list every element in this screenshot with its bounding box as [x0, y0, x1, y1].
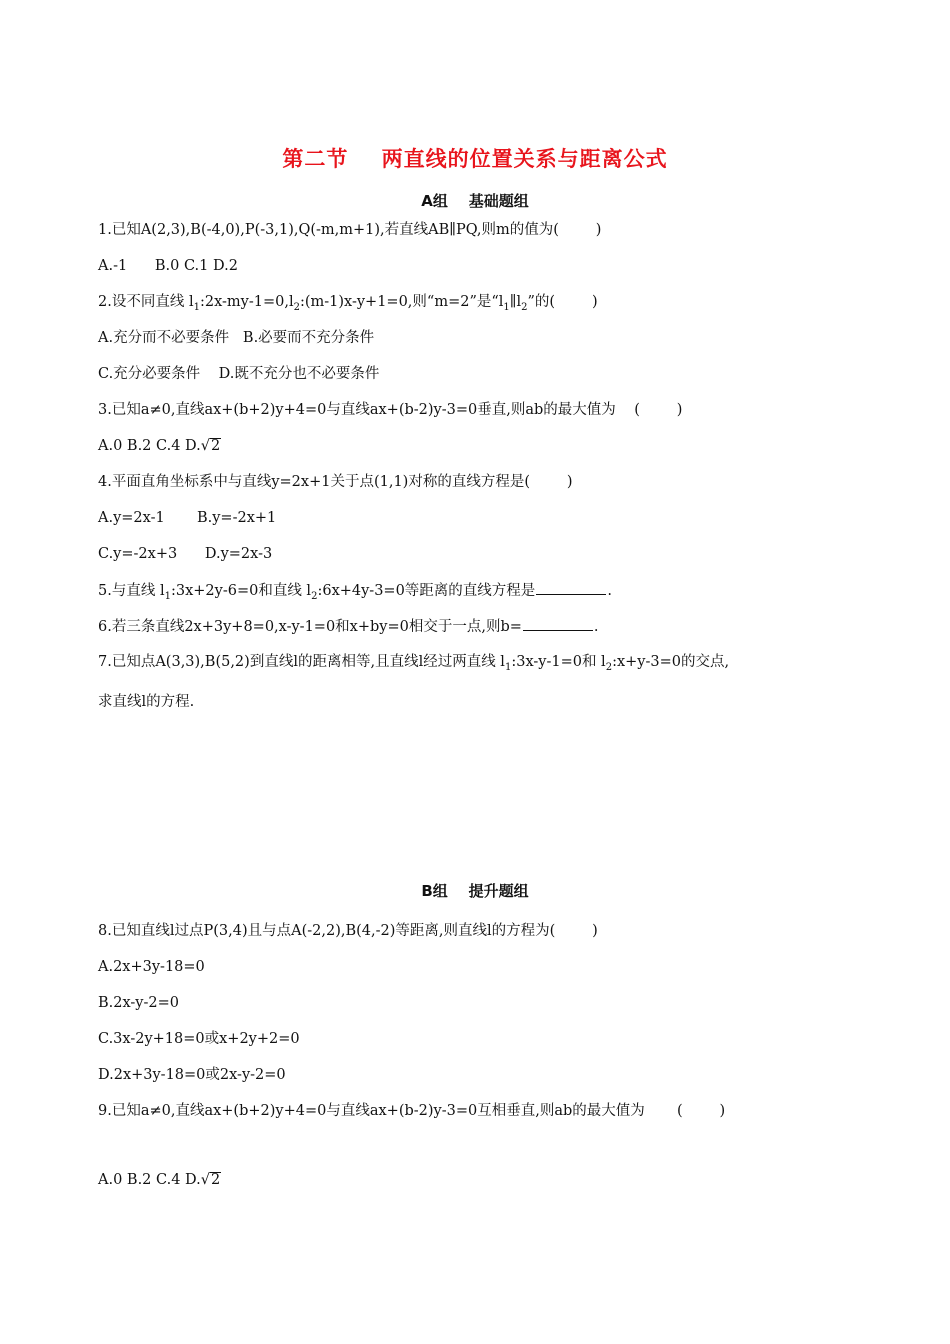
q2-text-3: :(m-1)x-y+1=0,则“m=2”是“l [299, 294, 504, 310]
question-4-options-ab: A.y=2x-1 B.y=-2x+1 [98, 510, 277, 526]
q3-radicand: 2 [211, 438, 221, 454]
question-8-option-b: B.2x-y-2=0 [98, 995, 180, 1011]
q5-period: . [607, 583, 612, 599]
sqrt-sign: √ [200, 1172, 211, 1188]
q6-text: 6.若三条直线2x+3y+8=0,x-y-1=0和x+by=0相交于一点,则b= [98, 619, 522, 635]
q7-sub-2: 2 [605, 661, 613, 673]
q5-text-2: :3x+2y-6=0和直线 l [170, 583, 312, 599]
question-2-options-ab: A.充分而不必要条件 B.必要而不充分条件 [98, 330, 375, 346]
section-title: 第二节 两直线的位置关系与距离公式 [282, 147, 668, 171]
question-8: 8.已知直线l过点P(3,4)且与点A(-2,2),B(4,-2)等距离,则直线l的方程为( ) [98, 923, 598, 939]
sqrt-radicand [210, 436, 221, 456]
question-3-options [98, 436, 221, 456]
q6-period: . [593, 619, 599, 635]
answer-blank [536, 580, 606, 595]
group-a-heading: A组 基础题组 [421, 192, 529, 210]
q2-sub-1: 1 [193, 301, 200, 313]
q5-text-1: 5.与直线 l [98, 583, 165, 599]
group-b-heading: B组 提升题组 [421, 882, 529, 900]
question-5 [98, 580, 612, 607]
q2-text-5: ”的( ) [527, 294, 598, 310]
q2-text-4: ∥l [509, 294, 522, 310]
q5-sub-2: 2 [311, 590, 318, 602]
question-2 [98, 292, 598, 318]
sqrt-sign: √ [200, 438, 211, 454]
q2-sub-4: 2 [521, 301, 528, 313]
q9-options-text: A.0 B.2 C.4 D. [98, 1172, 201, 1188]
question-7-line-2: 求直线l的方程. [98, 694, 195, 710]
answer-blank [523, 616, 593, 631]
question-8-option-a: A.2x+3y-18=0 [98, 959, 205, 975]
q2-text-2: :2x-my-1=0,l [199, 294, 294, 310]
question-9: 9.已知a≠0,直线ax+(b+2)y+4=0与直线ax+(b-2)y-3=0互相垂直,则ab的最大值为 ( ) [98, 1103, 726, 1119]
q7-sub-1: 1 [504, 661, 512, 673]
question-2-options-cd: C.充分必要条件 D.既不充分也不必要条件 [98, 366, 380, 382]
sqrt-radicand [210, 1170, 221, 1190]
question-3: 3.已知a≠0,直线ax+(b+2)y+4=0与直线ax+(b-2)y-3=0垂直,则ab的最大值为 ( ) [98, 402, 683, 418]
q5-sub-1: 1 [164, 590, 171, 602]
question-6 [98, 616, 599, 637]
question-1: 1.已知A(2,3),B(-4,0),P(-3,1),Q(-m,m+1),若直线AB∥PQ,则m的值为( ) [98, 222, 602, 238]
q2-text-1: 2.设不同直线 l [98, 294, 194, 310]
question-9-options [98, 1170, 221, 1190]
q9-radicand: 2 [211, 1172, 221, 1188]
question-8-option-d: D.2x+3y-18=0或2x-y-2=0 [98, 1067, 286, 1083]
question-7 [98, 652, 729, 678]
question-8-option-c: C.3x-2y+18=0或x+2y+2=0 [98, 1031, 300, 1047]
q3-options-text: A.0 B.2 C.4 D. [98, 438, 201, 454]
q7-text-2: :3x-y-1=0和 l [511, 654, 606, 670]
q5-text-3: :6x+4y-3=0等距离的直线方程是 [317, 583, 536, 599]
q7-text-1: 7.已知点A(3,3),B(5,2)到直线l的距离相等,且直线l经过两直线 l [98, 654, 505, 670]
q2-sub-3: 1 [503, 301, 510, 313]
question-4-options-cd: C.y=-2x+3 D.y=2x-3 [98, 546, 273, 562]
q2-sub-2: 2 [293, 301, 300, 313]
q7-text-3: :x+y-3=0的交点, [612, 654, 730, 670]
question-4: 4.平面直角坐标系中与直线y=2x+1关于点(1,1)对称的直线方程是( ) [98, 474, 573, 490]
question-1-options: A.-1 B.0 C.1 D.2 [98, 258, 238, 274]
